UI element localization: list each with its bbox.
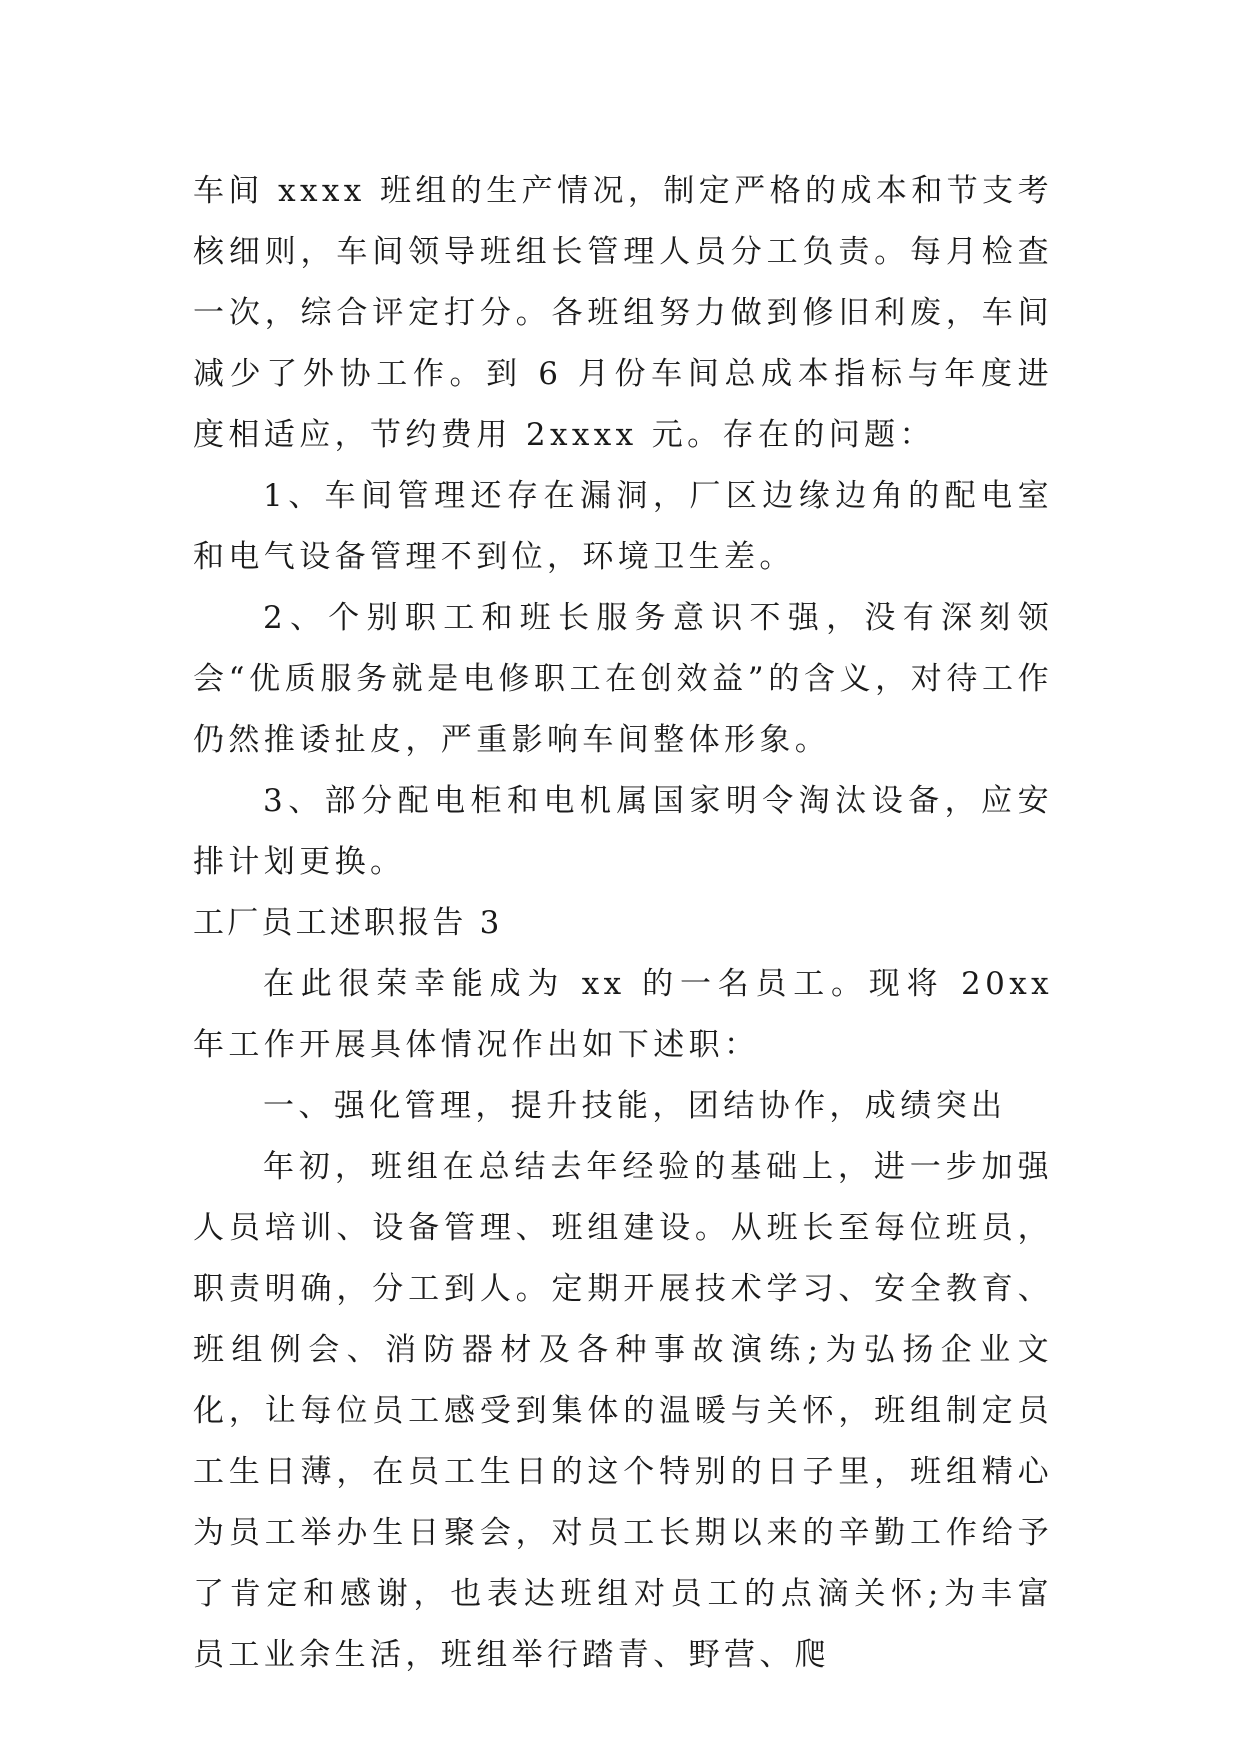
document-page (193, 161, 1053, 1686)
body-paragraph: 车间 xxxx 班组的生产情况，制定严格的成本和节支考核细则，车间领导班组长管理人员分工负责。每月检查一次，综合评定打分。各班组努力做到修旧利废，车间减少了外协工作。到 6 月份车间总成本指标与年度进度相适应，节约费用 2xxxx 元。存在的问题： (193, 173, 1053, 453)
issue-item-3: 3、部分配电柜和电机属国家明令淘汰设备，应安排计划更换。 (193, 783, 1053, 880)
issue-item-2: 2、个别职工和班长服务意识不强，没有深刻领会“优质服务就是电修职工在创效益”的含义，对待工作仍然推诿扯皮，严重影响车间整体形象。 (193, 600, 1053, 758)
section-heading: 工厂员工述职报告 3 (193, 905, 503, 941)
body-paragraph: 年初，班组在总结去年经验的基础上，进一步加强人员培训、设备管理、班组建设。从班长至每位班员，职责明确，分工到人。定期开展技术学习、安全教育、班组例会、消防器材及各种事故演练;为弘扬企业文化，让每位员工感受到集体的温暖与关怀，班组制定员工生日薄，在员工生日的这个特别的日子里，班组精心为员工举办生日聚会，对员工长期以来的辛勤工作给予了肯定和感谢，也表达班组对员工的点滴关怀;为丰富员工业余生活，班组举行踏青、野营、爬 (193, 1149, 1053, 1673)
subheading: 一、强化管理，提升技能，团结协作，成绩突出 (263, 1088, 1007, 1124)
issue-item-1: 1、车间管理还存在漏洞，厂区边缘边角的配电室和电气设备管理不到位，环境卫生差。 (193, 478, 1053, 575)
intro-paragraph: 在此很荣幸能成为 xx 的一名员工。现将 20xx 年工作开展具体情况作出如下述职： (193, 966, 1053, 1063)
